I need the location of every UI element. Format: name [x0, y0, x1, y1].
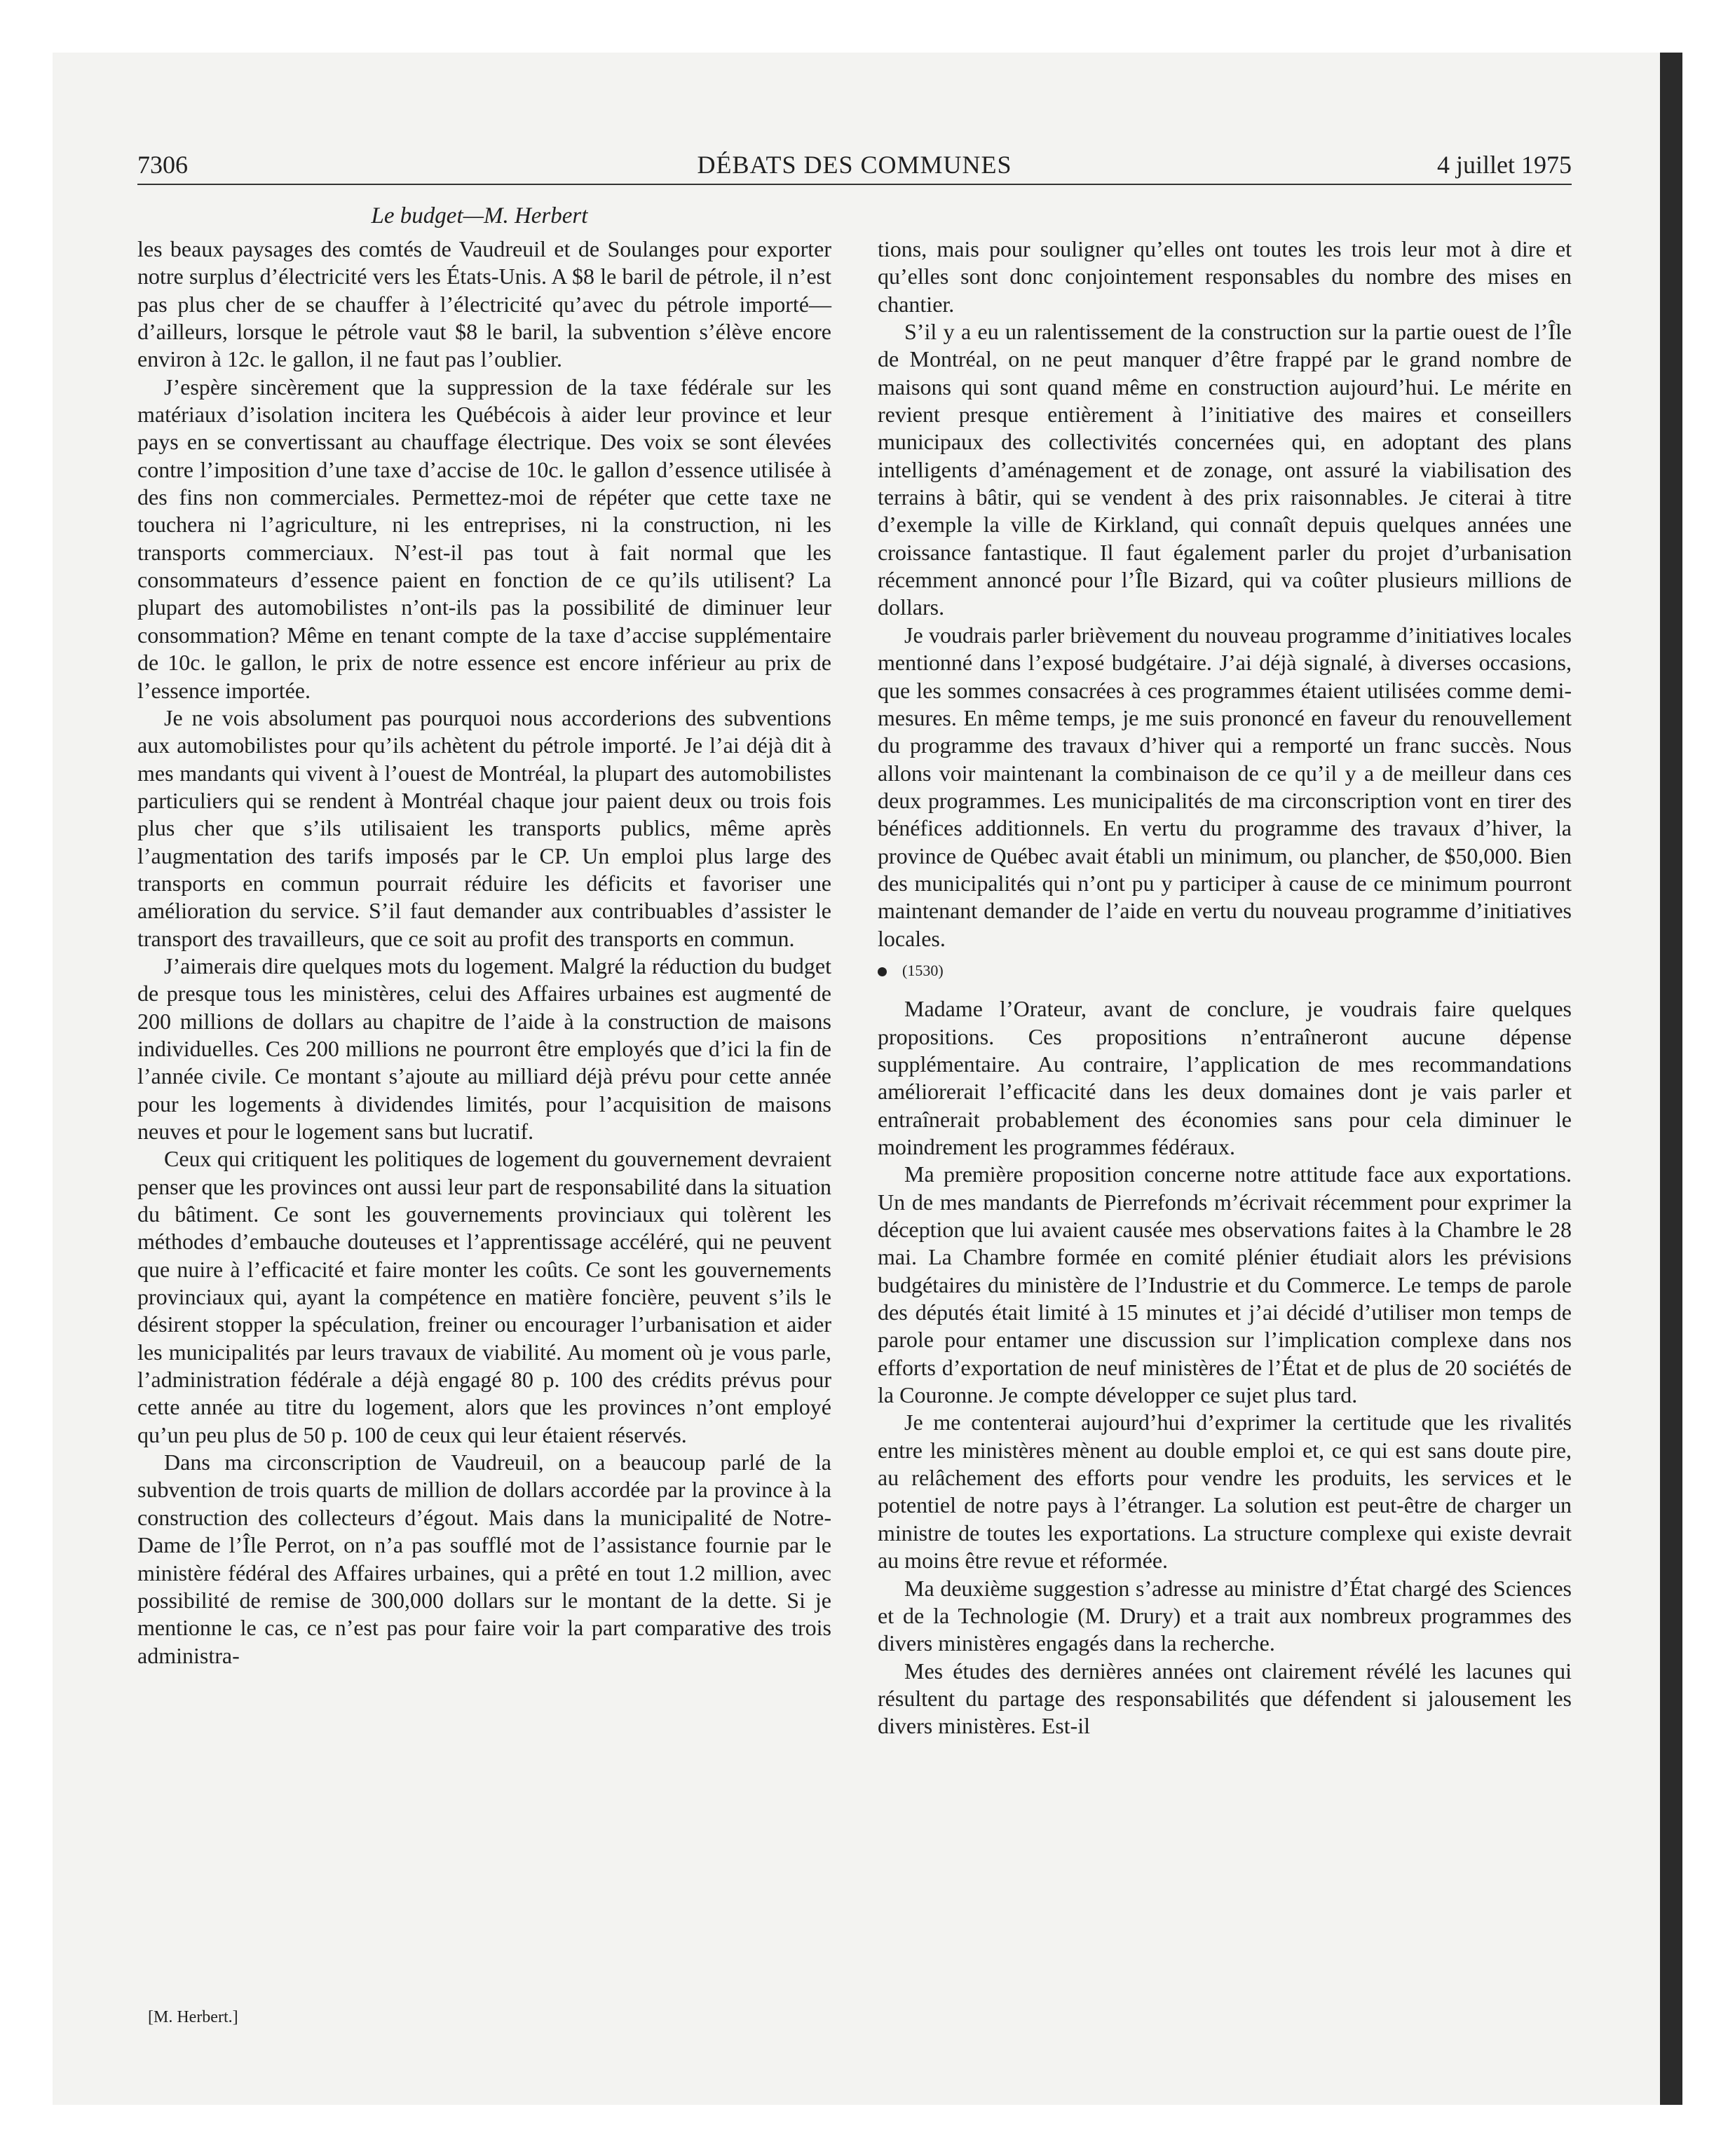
paragraph: Je voudrais parler brièvement du nouveau programme d’initiatives locales mentionné dans l’exposé budgétaire. J’ai déjà signalé, à diverses occasions, que les sommes consacrées à ces programmes étaient utilisées comme demi-mesures. En même temps, je me suis prononcé en faveur du renouvellement du programme des travaux d’hiver qui a remporté un franc succès. Nous allons voir maintenant la combinaison de ce qu’il y a de meilleur dans ces deux programmes. Les municipalités de ma circonscription vont en tirer des bénéfices additionnels. En vertu du programme des travaux d’hiver, la province de Québec avait établi un minimum, ou plancher, de $50,000. Bien des municipalités qui n’ont pu y participer à cause de ce minimum pourront maintenant demander de l’aide en vertu du nouveau programme d’initiatives locales.	[878, 622, 1572, 951]
paragraph: Ma deuxième suggestion s’adresse au ministre d’État chargé des Sciences et de la Technologie (M. Drury) et a trait aux nombreux programmes des divers ministères engagés dans la recherche.	[878, 1575, 1572, 1656]
time-marker	[878, 957, 1572, 984]
publication-date: 4 juillet 1975	[1437, 151, 1572, 179]
section-subheading: Le budget—M. Herbert	[371, 203, 588, 228]
publication-title: DÉBATS DES COMMUNES	[697, 151, 1012, 179]
paragraph: Mes études des dernières années ont clairement révélé les lacunes qui résultent du partage des responsabilités que défendent si jalousement les divers ministères. Est-il	[878, 1658, 1572, 1739]
paragraph: Ma première proposition concerne notre attitude face aux exportations. Un de mes mandants de Pierrefonds m’écrivait récemment pour exprimer la déception que lui avaient causée mes observations faites à la Chambre le 28 mai. La Chambre formée en comité plénier étudiait alors les prévisions budgétaires du ministère de l’Industrie et du Commerce. Le temps de parole des députés était limité à 15 minutes et j’ai décidé d’utiliser mon temps de parole pour entamer une discussion sur l’implication complexe dans nos efforts d’exportation de neuf ministères de l’État et de plus de 20 sociétés de la Couronne. Je compte développer ce sujet plus tard.	[878, 1161, 1572, 1408]
scan-edge-shadow	[1660, 53, 1682, 2105]
paragraph: J’aimerais dire quelques mots du logement. Malgré la réduction du budget de presque tous les ministères, celui des Affaires urbaines est augmenté de 200 millions de dollars au chapitre de l’aide à la construction de maisons individuelles. Ces 200 millions ne pourront être employés que d’ici la fin de l’année civile. Ce montant s’ajoute au milliard déjà prévu pour cette année pour les logements à dividendes limités, pour l’acquisition de maisons neuves et pour le logement sans but lucratif.	[137, 953, 831, 1144]
paragraph: J’espère sincèrement que la suppression de la taxe fédérale sur les matériaux d’isolation incitera les Québécois à aider leur province et leur pays en se convertissant au chauffage électrique. Des voix se sont élevées contre l’imposition d’une taxe d’accise de 10c. le gallon d’essence utilisée à des fins non commerciales. Permettez-moi de répéter que cette taxe ne touchera ni l’agriculture, ni les entreprises, ni la construction, ni les transports commerciaux. N’est-il pas tout à fait normal que les consommateurs d’essence paient en fonction de ce qu’ils utilisent? La plupart des automobilistes n’ont-ils pas la possibilité de diminuer leur consommation? Même en tenant compte de la taxe d’accise supplémentaire de 10c. le gallon, le prix de notre essence est encore inférieur au prix de l’essence importée.	[137, 374, 831, 703]
speaker-footer: [M. Herbert.]	[148, 2008, 238, 2026]
paragraph: Je ne vois absolument pas pourquoi nous accorderions des subventions aux automobilistes pour qu’ils achètent du pétrole importé. Je l’ai déjà dit à mes mandants qui vivent à l’ouest de Montréal, la plupart des automobilistes particuliers qui se rendent à Montréal chaque jour paient deux ou trois fois plus cher que s’ils utilisaient les transports publics, même après l’augmentation des tarifs imposés par le CP. Un emploi plus large des transports en commun pourrait réduire les déficits et favoriser une amélioration du service. S’il faut demander aux contribuables d’assister le transport des travailleurs, que ce soit au profit des transports en commun.	[137, 704, 831, 951]
bullet-dot-icon	[878, 967, 887, 976]
paragraph: tions, mais pour souligner qu’elles ont toutes les trois leur mot à dire et qu’elles sont donc conjointement responsables du nombre des mises en chantier.	[878, 236, 1572, 317]
right-column	[878, 236, 1572, 1740]
left-column	[137, 236, 831, 1670]
paragraph: S’il y a eu un ralentissement de la construction sur la partie ouest de l’Île de Montréal, on ne peut manquer d’être frappé par le grand nombre de maisons qui sont quand même en construction aujourd’hui. Le mérite en revient presque entièrement à l’initiative des maires et conseillers municipaux des collectivités concernées qui, en adoptant des plans intelligents d’aménagement et de zonage, ont assuré la viabilisation des terrains à bâtir, qui se vendent à des prix raisonnables. Je citerai à titre d’exemple la ville de Kirkland, qui connaît depuis quelques années une croissance fantastique. Il faut également parler du projet d’urbanisation récemment annoncé pour l’Île Bizard, qui va coûter plusieurs millions de dollars.	[878, 319, 1572, 620]
paragraph: Dans ma circonscription de Vaudreuil, on a beaucoup parlé de la subvention de trois quarts de million de dollars accordée par la province à la construction des collecteurs d’égout. Mais dans la municipalité de Notre-Dame de l’Île Perrot, on n’a pas soufflé mot de l’assistance fournie par le ministère fédéral des Affaires urbaines, qui a prêté en tout 1.2 million, avec possibilité de remise de 300,000 dollars sur le montant de la dette. Si je mentionne le cas, ce n’est pas pour faire voir la part comparative des trois administra-	[137, 1449, 831, 1668]
page-number: 7306	[137, 151, 188, 179]
paragraph: les beaux paysages des comtés de Vaudreuil et de Soulanges pour exporter notre surplus d’électricité vers les États-Unis. A $8 le baril de pétrole, il n’est pas plus cher de se chauffer à l’électricité qu’avec du pétrole importé—d’ailleurs, lorsque le pétrole vaut $8 le baril, la subvention s’élève encore environ à 12c. le gallon, il ne faut pas l’oublier.	[137, 236, 831, 372]
header-rule	[137, 184, 1572, 185]
page-header	[137, 147, 1572, 182]
paragraph: Je me contenterai aujourd’hui d’exprimer la certitude que les rivalités entre les ministères mènent au double emploi et, ce qui est sans doute pire, au relâchement des efforts pour vendre les produits, les services et le potentiel de notre pays à l’étranger. La solution est peut-être de charger un ministre de toutes les exportations. La structure complexe qui existe devrait au moins être revue et réformée.	[878, 1410, 1572, 1574]
time-marker-text: (1530)	[902, 961, 944, 979]
paragraph: Madame l’Orateur, avant de conclure, je voudrais faire quelques propositions. Ces propositions n’entraîneront aucune dépense supplémentaire. Au contraire, l’application de mes recommandations améliorerait l’efficacité dans les deux domaines dont je vais parler et entraînerait probablement des économies sans pour cela diminuer le moindrement les programmes fédéraux.	[878, 996, 1572, 1159]
paragraph: Ceux qui critiquent les politiques de logement du gouvernement devraient penser que les provinces ont aussi leur part de responsabilité dans la situation du bâtiment. Ce sont les gouvernements provinciaux qui tolèrent les méthodes d’embauche douteuses et l’apprentissage accéléré, qui ne peuvent que nuire à l’efficacité et faire monter les coûts. Ce sont les gouvernements provinciaux qui, ayant la compétence en matière foncière, peuvent s’ils le désirent stopper la spéculation, freiner ou encourager l’urbanisation et aider les municipalités par leurs travaux de viabilité. Au moment où je vous parle, l’administration fédérale a déjà engagé 80 p. 100 des crédits prévus pour cette année au titre du logement, alors que les provinces n’ont employé qu’un peu plus de 50 p. 100 de ceux qui leur étaient réservés.	[137, 1146, 831, 1447]
